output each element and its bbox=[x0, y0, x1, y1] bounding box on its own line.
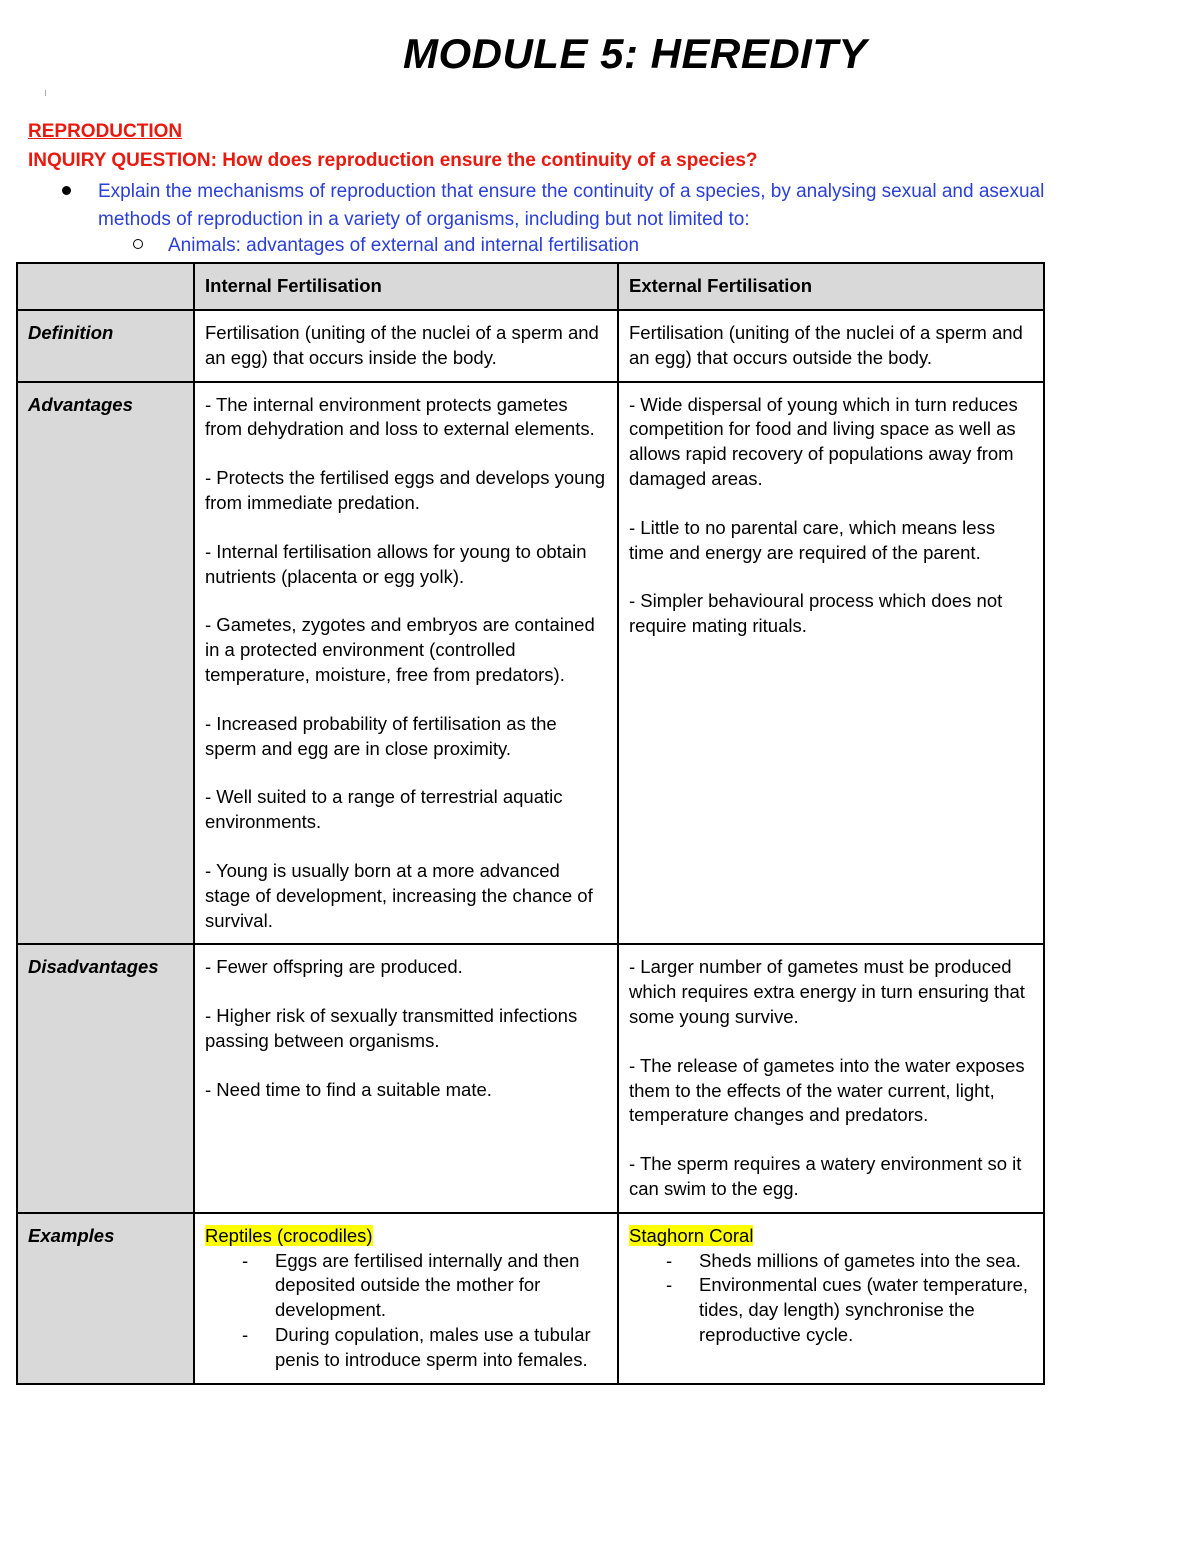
disadvantage-point: - Need time to find a suitable mate. bbox=[205, 1078, 492, 1100]
disadvantages-internal bbox=[194, 944, 618, 1212]
table-row-disadvantages bbox=[17, 944, 1044, 1212]
example-list bbox=[205, 1249, 607, 1373]
row-label-definition: Definition bbox=[17, 310, 194, 382]
list-item: - During copulation, males use a tubular penis to introduce sperm into females. bbox=[205, 1323, 607, 1373]
row-label-advantages: Advantages bbox=[17, 382, 194, 945]
section-heading: REPRODUCTION bbox=[28, 121, 183, 142]
advantage-point: - Internal fertilisation allows for young to obtain nutrients (placenta or egg yolk). bbox=[205, 540, 587, 587]
row-label-disadvantages: Disadvantages bbox=[17, 944, 194, 1212]
list-item: - Sheds millions of gametes into the sea. bbox=[629, 1249, 1033, 1274]
advantage-point: - Little to no parental care, which means less time and energy are required of the parent. bbox=[629, 516, 996, 563]
definition-external: Fertilisation (uniting of the nuclei of a sperm and an egg) that occurs outside the body. bbox=[618, 310, 1044, 382]
list-item: - Eggs are fertilised internally and then deposited outside the mother for development. bbox=[205, 1249, 607, 1323]
examples-external bbox=[618, 1213, 1044, 1384]
disadvantages-external bbox=[618, 944, 1044, 1212]
advantage-point: - Gametes, zygotes and embryos are contained in a protected environment (controlled temperature, moisture, free from predators). bbox=[205, 614, 595, 685]
advantage-point: - Protects the fertilised eggs and develops young from immediate predation. bbox=[205, 467, 606, 513]
advantage-point: - The internal environment protects gametes from dehydration and loss to external elements. bbox=[205, 393, 595, 440]
page-title: MODULE 5: HEREDITY bbox=[402, 30, 868, 77]
hollow-bullet-icon bbox=[133, 239, 143, 249]
list-item: - Environmental cues (water temperature, tides, day length) synchronise the reproductive cycle. bbox=[629, 1273, 1033, 1347]
syllabus-point: Explain the mechanisms of reproduction that ensure the continuity of a species, by analysing sexual and asexual methods of reproduction in a variety of organisms, including but not limited to: bbox=[98, 181, 1045, 230]
table-row-examples bbox=[17, 1213, 1044, 1384]
header-internal: Internal Fertilisation bbox=[194, 263, 618, 310]
table-header-row bbox=[17, 263, 1044, 310]
syllabus-subpoint: Animals: advantages of external and internal fertilisation bbox=[168, 235, 640, 256]
advantages-internal bbox=[194, 382, 618, 945]
example-heading: Reptiles (crocodiles) bbox=[205, 1224, 373, 1246]
disadvantage-point: - Larger number of gametes must be produced which requires extra energy in turn ensuring that some young survive. bbox=[629, 956, 1025, 1027]
header-empty-cell bbox=[17, 263, 194, 310]
advantage-point: - Simpler behavioural process which does not require mating rituals. bbox=[629, 590, 1003, 637]
table-row-advantages bbox=[17, 382, 1044, 945]
disadvantage-point: - Fewer offspring are produced. bbox=[205, 956, 463, 978]
advantage-point: - Wide dispersal of young which in turn reduces competition for food and living space as well as allows rapid recovery of populations away from damaged areas. bbox=[629, 393, 1018, 489]
example-heading: Staghorn Coral bbox=[629, 1224, 754, 1246]
advantage-point: - Increased probability of fertilisation as the sperm and egg are in close proximity. bbox=[205, 712, 557, 759]
inquiry-question: INQUIRY QUESTION: How does reproduction ensure the continuity of a species? bbox=[28, 150, 758, 171]
table-row-definition bbox=[17, 310, 1044, 382]
disadvantage-point: - The release of gametes into the water exposes them to the effects of the water current, light, temperature changes and predators. bbox=[629, 1054, 1025, 1126]
disadvantage-point: - The sperm requires a watery environment so it can swim to the egg. bbox=[629, 1153, 1022, 1199]
disadvantage-point: - Higher risk of sexually transmitted infections passing between organisms. bbox=[205, 1005, 578, 1051]
fertilisation-comparison-table bbox=[16, 262, 1045, 1385]
definition-internal: Fertilisation (uniting of the nuclei of a sperm and an egg) that occurs inside the body. bbox=[194, 310, 618, 382]
advantage-point: - Well suited to a range of terrestrial aquatic environments. bbox=[205, 786, 563, 833]
advantage-point: - Young is usually born at a more advanced stage of development, increasing the chance of survival. bbox=[205, 859, 593, 931]
examples-internal bbox=[194, 1213, 618, 1384]
stray-mark bbox=[45, 90, 46, 96]
bullet-icon bbox=[62, 186, 71, 195]
header-external: External Fertilisation bbox=[618, 263, 1044, 310]
example-list bbox=[629, 1249, 1033, 1348]
row-label-examples: Examples bbox=[17, 1213, 194, 1384]
advantages-external bbox=[618, 382, 1044, 945]
